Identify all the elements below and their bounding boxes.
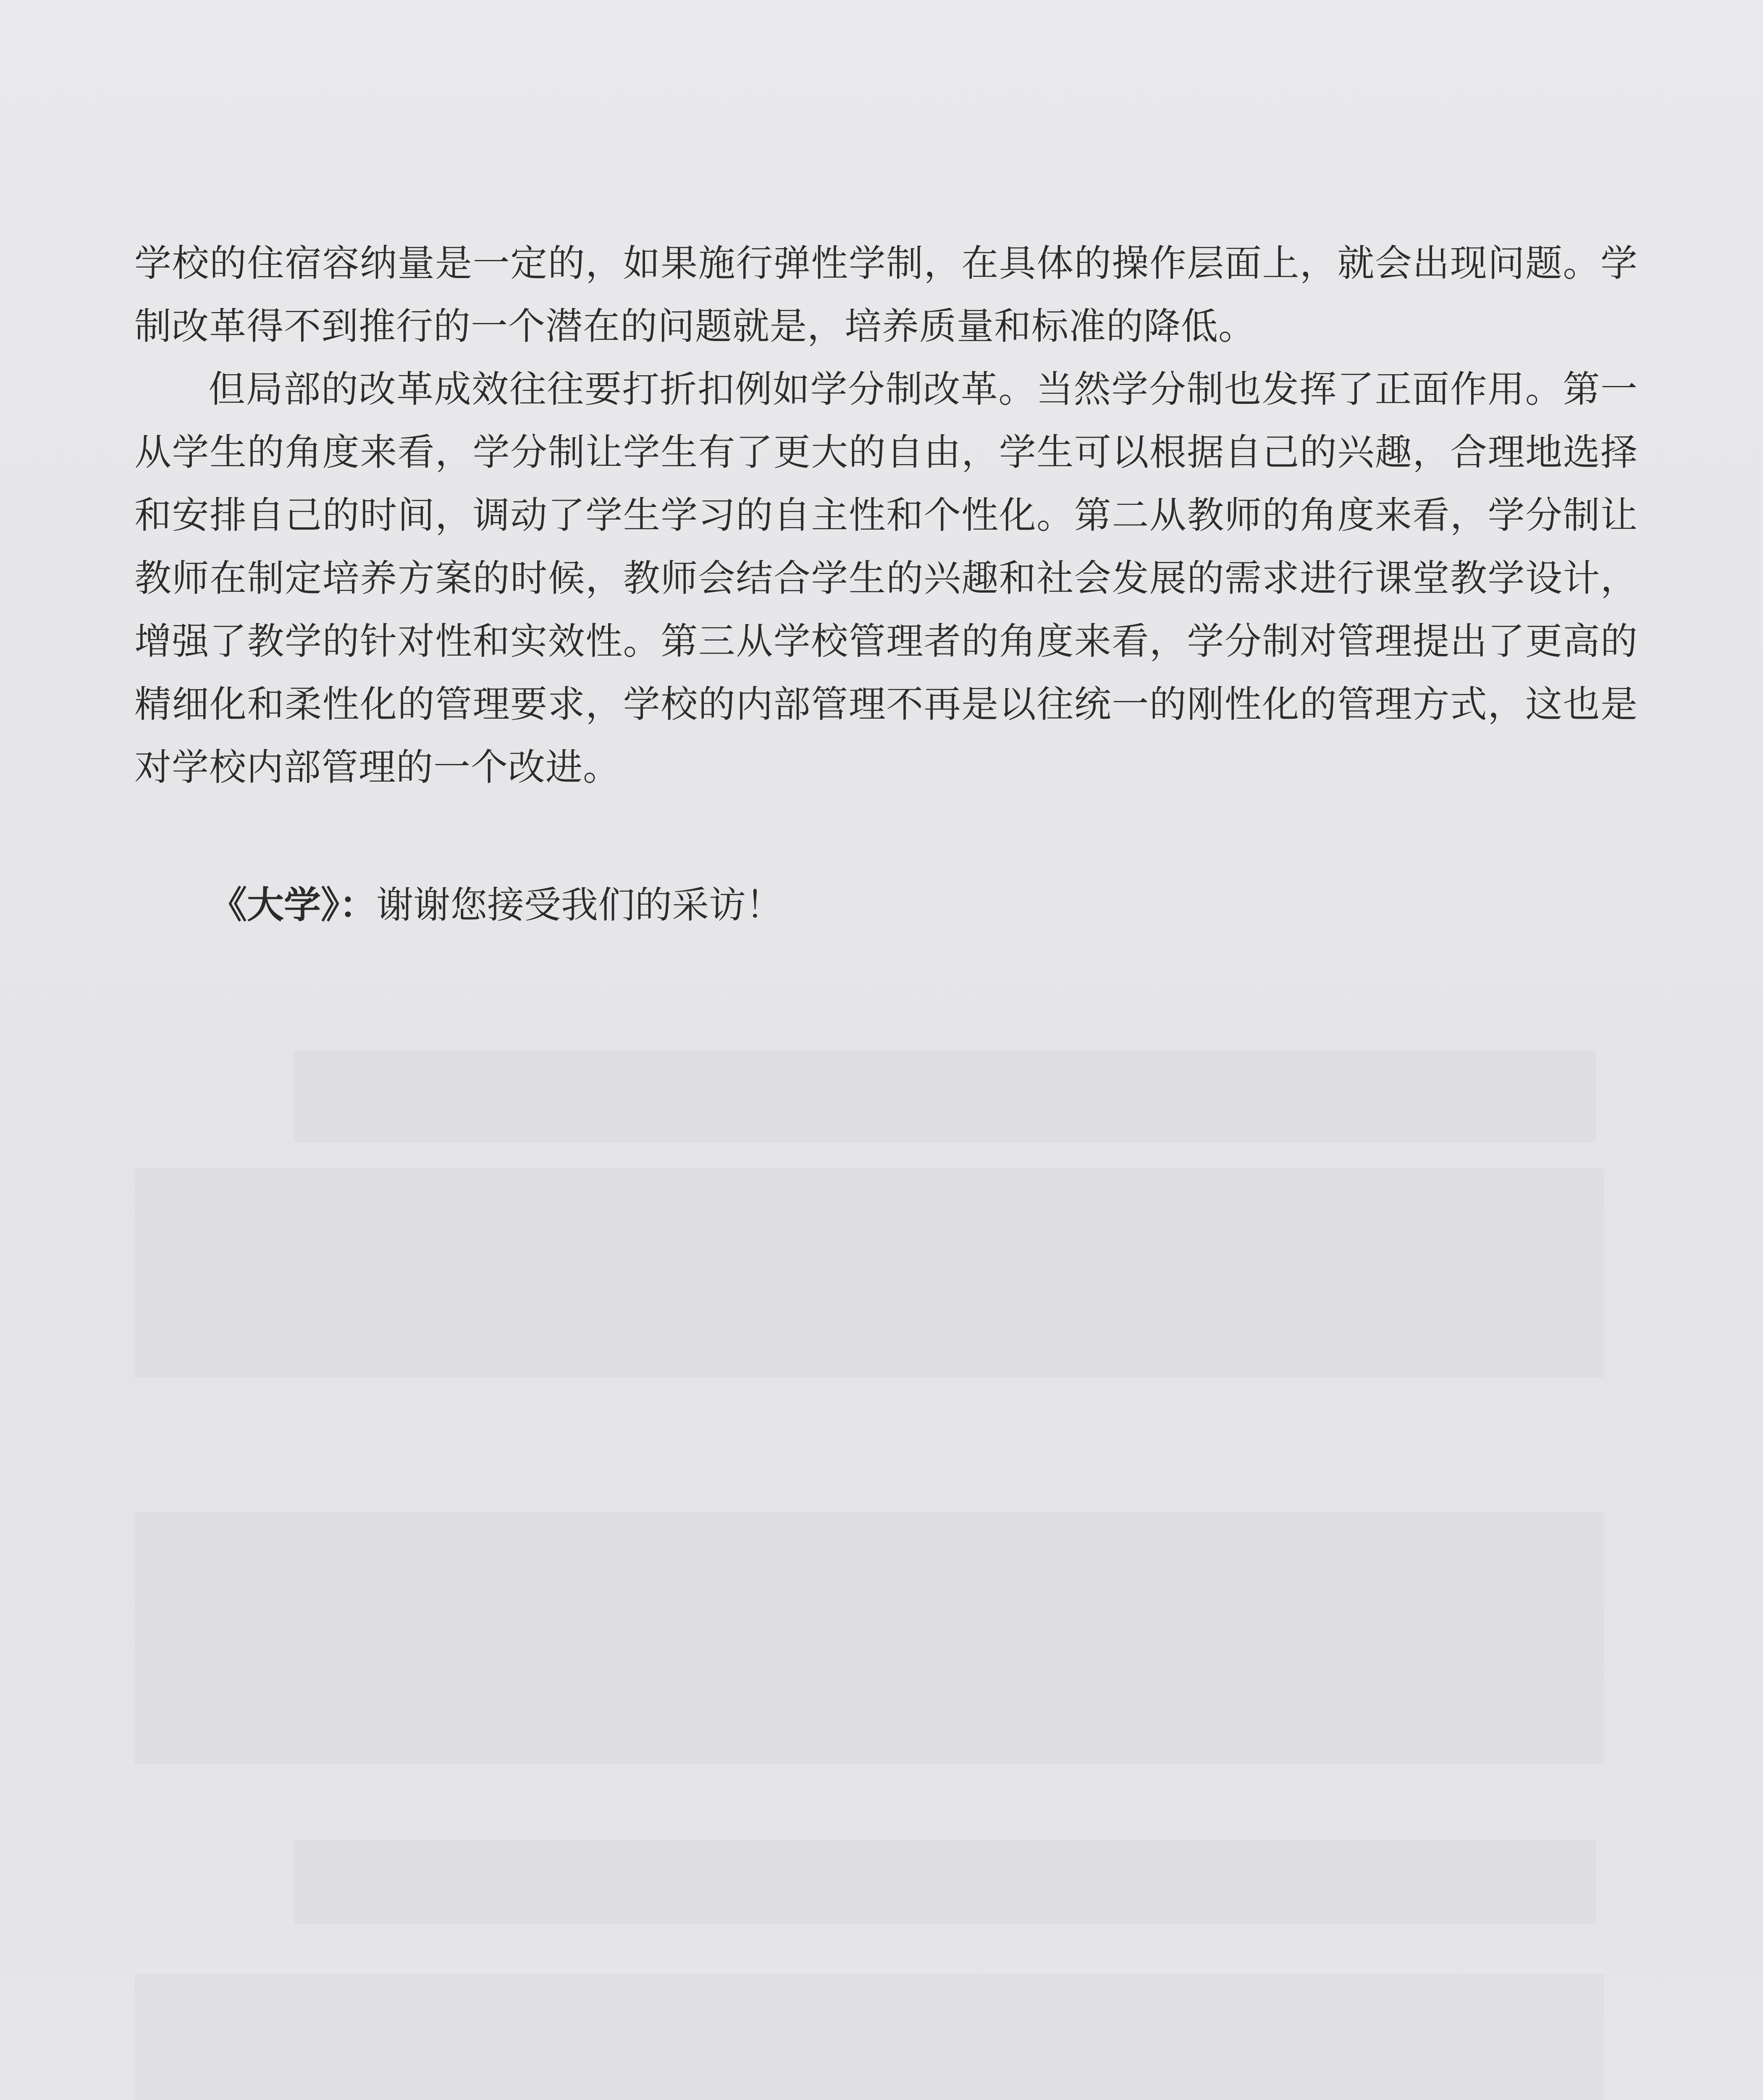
paragraph: 但局部的改革成效往往要打折扣例如学分制改革。当然学分制也发挥了正面作用。第一从学生的角度来看，学分制让学生有了更大的自由，学生可以根据自己的兴趣，合理地选择和安排自己的时间，调动了学生学习的自主性和个性化。第二从教师的角度来看，学分制让教师在制定培养方案的时候，教师会结合学生的兴趣和社会发展的需求进行课堂教学设计，增强了教学的针对性和实效性。第三从学校管理者的角度来看，学分制对管理提出了更高的精细化和柔性化的管理要求，学校的内部管理不再是以往统一的刚性化的管理方式，这也是对学校内部管理的一个改进。 — [134, 368, 1638, 789]
show-through-shadow — [134, 1168, 1604, 1378]
show-through-shadow — [134, 1512, 1604, 1764]
show-through-shadow — [294, 1840, 1596, 1924]
paragraph: 学校的住宿容纳量是一定的，如果施行弹性学制，在具体的操作层面上，就会出现问题。学制改革得不到推行的一个潜在的问题就是，培养质量和标准的降低。 — [134, 242, 1638, 348]
closing-text: 谢谢您接受我们的采访！ — [376, 883, 783, 927]
show-through-shadow — [294, 1050, 1596, 1142]
speaker-label: 《大学》： — [210, 883, 377, 927]
interview-closing — [210, 874, 783, 937]
article-body — [134, 232, 1638, 799]
show-through-shadow — [134, 1974, 1604, 2100]
